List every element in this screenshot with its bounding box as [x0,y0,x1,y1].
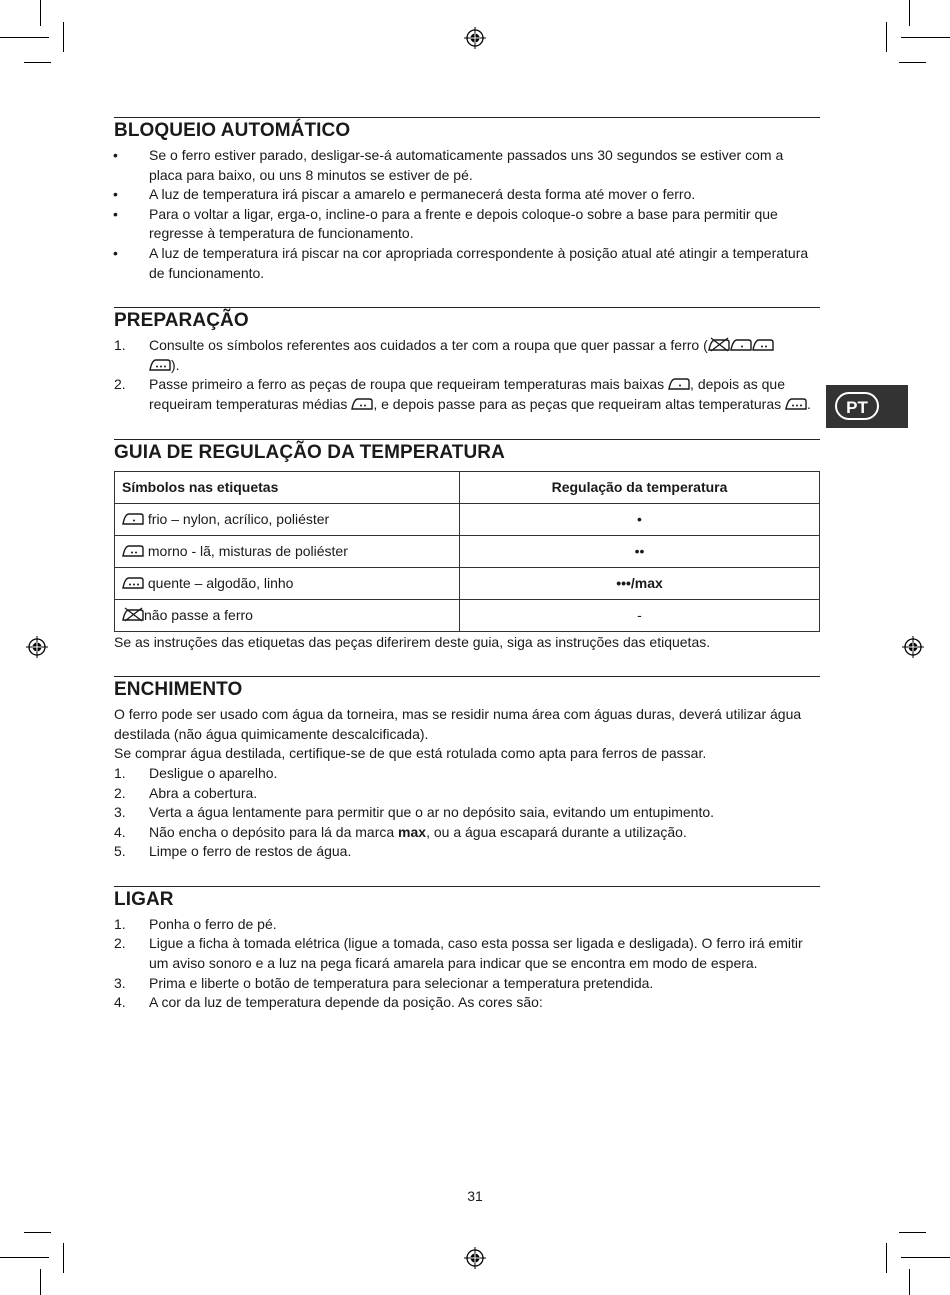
list-item-text: , depois as que requeiram temperaturas médias [149,376,786,412]
list-item-text: Verta a água lentamente para permitir que o ar no depósito saia, evitando um entupimento. [149,804,715,821]
list-item-text: Não encha o depósito para lá da marca [149,823,399,840]
page-content [114,117,820,1013]
symbol-label: morno - lã, misturas de poliéster [147,543,348,560]
crop-mark [886,22,887,52]
section-auto-shutoff [114,117,820,283]
registration-mark-icon [26,636,48,658]
temperature-table [114,471,820,632]
table-cell [115,503,460,535]
list-item [114,823,820,843]
iron-2-dot-icon [351,396,373,411]
table-row [115,567,820,599]
crop-mark [899,62,926,63]
table-row [115,599,820,631]
crop-mark [40,0,41,26]
list-item-text: Ligue a ficha à tomada elétrica (ligue a tomada, caso esta possa ser ligada e desligada). O ferro irá emitir um aviso sonoro e a luz na pega ficará amarela para indicar que se encontra em modo de espera. [149,935,803,972]
list-item [114,336,820,375]
table-note: Se as instruções das etiquetas das peças diferirem deste guia, siga as instruções das etiquetas. [114,633,711,650]
list-number: 4. [114,994,126,1011]
list-item-text: A cor da luz de temperatura depende da posição. As cores são: [149,994,543,1011]
list-item [114,842,820,862]
list-item-text: Limpe o ferro de restos de água. [149,843,352,860]
registration-mark-icon [464,27,486,49]
bullet: • [113,186,118,203]
crop-mark [909,0,910,26]
numbered-list [114,915,820,1013]
list-number: 1. [114,915,126,932]
section-title: GUIA DE REGULAÇÃO DA TEMPERATURA [114,441,505,463]
iron-3-dot-icon [122,575,144,590]
bullet-list [114,146,820,283]
list-number: 2. [114,935,126,952]
crop-mark [0,37,49,38]
list-number: 3. [114,804,126,821]
crop-mark [901,37,950,38]
iron-1-dot-icon [730,337,752,352]
column-header: Regulação da temperatura [460,471,820,503]
list-item-text: Abra a cobertura. [149,784,258,801]
iron-1-dot-icon [668,376,690,391]
list-number: 1. [114,764,126,781]
list-item [114,915,820,935]
list-number: 2. [114,376,126,393]
list-item [114,244,820,283]
registration-mark-icon [902,636,924,658]
list-number: 4. [114,823,126,840]
paragraph: Se comprar água destilada, certifique-se de que está rotulada como apta para ferros de passar. [114,745,707,762]
list-number: 5. [114,843,126,860]
bullet: • [113,244,118,261]
list-item-text: . [807,395,811,412]
bullet: • [113,205,118,222]
symbol-label: quente – algodão, linho [147,575,294,592]
table-cell [115,567,460,599]
list-item [114,205,820,244]
symbol-label: não passe a ferro [144,607,253,624]
crop-mark [901,1257,950,1258]
iron-3-dot-icon [785,396,807,411]
crop-mark [886,1243,887,1273]
crop-mark [909,1269,910,1295]
section-switch-on [114,886,820,1013]
list-item-text: ). [171,356,180,373]
list-item-text: Ponha o ferro de pé. [149,915,277,932]
symbol-label: frio – nylon, acrílico, poliéster [147,511,330,528]
list-item-text: , ou a água escapará durante a utilização. [426,823,687,840]
table-header-row [115,471,820,503]
numbered-list [114,764,820,862]
list-item-text: A luz de temperatura irá piscar na cor apropriada correspondente à posição atual até atingir a temperatura de funcionamento. [149,244,809,281]
list-number: 2. [114,784,126,801]
language-badge: PT [835,392,879,420]
table-row [115,503,820,535]
registration-mark-icon [464,1247,486,1269]
list-item [114,185,820,205]
setting-cell: - [460,599,820,631]
numbered-list [114,336,820,414]
list-item [114,803,820,823]
crop-mark [24,1232,51,1233]
iron-1-dot-icon [122,511,144,526]
list-number: 3. [114,974,126,991]
max-mark-label: max [398,823,427,840]
setting-cell: • [460,503,820,535]
section-temperature-guide [114,439,820,653]
list-item-text: Passe primeiro a ferro as peças de roupa que requeiram temperaturas mais baixas [149,376,669,393]
iron-2-dot-icon [752,337,774,352]
bullet: • [113,147,118,163]
page-number: 31 [467,1188,483,1204]
list-item-text: Desligue o aparelho. [149,764,278,781]
section-title: BLOQUEIO AUTOMÁTICO [114,120,351,141]
list-item [114,375,820,414]
section-preparation [114,307,820,414]
crop-mark [63,1243,64,1273]
list-item [114,146,820,185]
section-title: LIGAR [114,888,174,910]
paragraph: O ferro pode ser usado com água da torneira, mas se residir numa área com águas duras, deverá utilizar água destilada (não água quimicamente descalcificada). [114,706,802,742]
crop-mark [899,1232,926,1233]
list-item [114,764,820,784]
list-item [114,974,820,994]
section-title: ENCHIMENTO [114,679,243,701]
iron-3-dot-icon [149,357,171,372]
table-cell [115,599,460,631]
list-item-text: , e depois passe para as peças que requeiram altas temperaturas [373,395,785,412]
list-item-text: Para o voltar a ligar, erga-o, incline-o para a frente e depois coloque-o sobre a base para permitir que regresse à temperatura de funcionamento. [149,205,778,242]
section-title: PREPARAÇÃO [114,310,249,332]
list-item [114,934,820,973]
crop-mark [40,1269,41,1295]
setting-cell: •••/max [460,567,820,599]
iron-2-dot-icon [122,543,144,558]
table-cell [115,535,460,567]
list-number: 1. [114,337,126,354]
crop-mark [0,1257,49,1258]
section-filling [114,676,820,862]
iron-crossed-icon [708,337,730,352]
list-item-text: Se o ferro estiver parado, desligar-se-á automaticamente passados uns 30 segundos se estiver com a placa para baixo, ou uns 8 minutos se estiver de pé. [149,147,784,183]
setting-cell: •• [460,535,820,567]
list-item-text: A luz de temperatura irá piscar a amarelo e permanecerá desta forma até mover o ferro. [149,186,696,203]
crop-mark [63,22,64,52]
crop-mark [24,62,51,63]
list-item-text: Consulte os símbolos referentes aos cuidados a ter com a roupa que quer passar a ferro ( [149,337,708,354]
list-item [114,993,820,1013]
list-item [114,784,820,804]
list-item-text: Prima e liberte o botão de temperatura para selecionar a temperatura pretendida. [149,974,654,991]
column-header: Símbolos nas etiquetas [115,471,460,503]
table-row [115,535,820,567]
iron-crossed-icon [122,607,144,622]
